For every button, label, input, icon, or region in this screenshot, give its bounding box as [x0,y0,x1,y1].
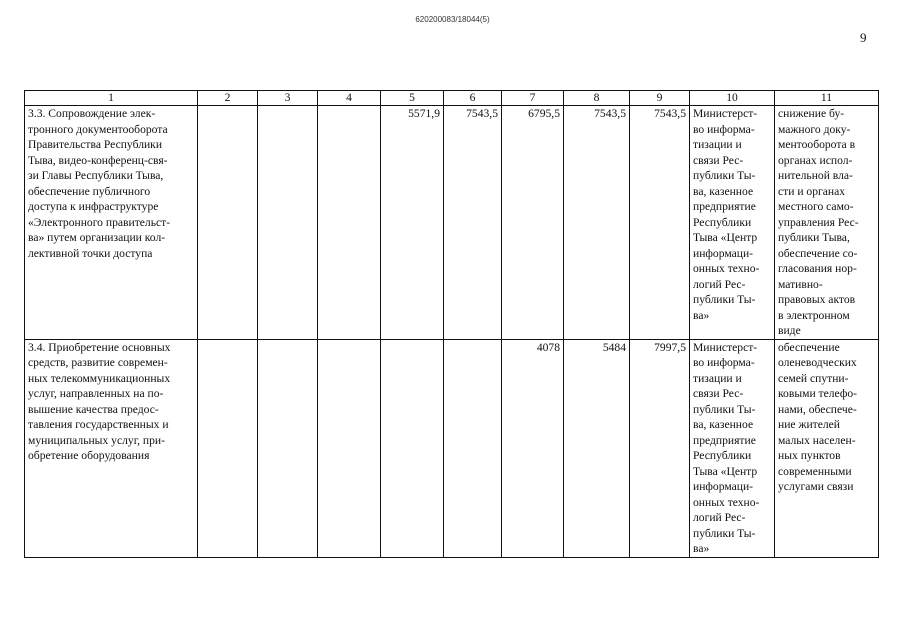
column-header: 3 [258,91,318,106]
column-header: 10 [690,91,775,106]
value-cell: 5571,9 [381,106,444,340]
table-cell [258,339,318,557]
table-cell [258,106,318,340]
column-header: 5 [381,91,444,106]
column-header: 4 [318,91,381,106]
value-cell: 4078 [502,339,564,557]
column-header: 6 [444,91,502,106]
value-cell: 7543,5 [444,106,502,340]
document-code: 620200083/18044(5) [415,15,490,24]
value-cell: 5484 [564,339,630,557]
result-cell: снижение бу- мажного доку- ментооборота в органах испол- нительной вла- сти и органах местного само- управления Рес- публики Тыва, обеспечение со- гласования нор- мативно- правовых актов в электронном виде [775,106,879,340]
value-cell: 7543,5 [564,106,630,340]
column-header: 11 [775,91,879,106]
header-row [25,91,879,106]
value-cell [444,339,502,557]
data-table [24,90,879,558]
activity-description: 3.3. Сопровождение элек- тронного документооборота Правительства Республики Тыва, видео-конференц-свя- зи Главы Республики Тыва, обеспечение публичного доступа к инфраструктуре «Электронного правительст- ва» путем организации кол- лективной точки доступа [25,106,198,340]
executor-cell: Министерст- во информа- тизации и связи Рес- публики Ты- ва, казенное предприятие Республики Тыва «Центр информаци- онных техно- логий Рес- публики Ты- ва» [690,339,775,557]
result-cell: обеспечение оленеводческих семей спутни- ковыми телефо- нами, обеспече- ние жителей малых населен- ных пунктов современными услугами связи [775,339,879,557]
table-cell [198,106,258,340]
activity-description: 3.4. Приобретение основных средств, развитие современ- ных телекоммуникационных услуг, направленных на по- вышение качества предос- тавления государственных и муниципальных услуг, при- обретение оборудования [25,339,198,557]
column-header: 8 [564,91,630,106]
column-header: 2 [198,91,258,106]
table-row [25,106,879,340]
value-cell: 7543,5 [630,106,690,340]
table-cell [198,339,258,557]
table-cell [318,106,381,340]
page-number: 9 [860,30,867,45]
table-cell [318,339,381,557]
executor-cell: Министерст- во информа- тизации и связи Рес- публики Ты- ва, казенное предприятие Республики Тыва «Центр информаци- онных техно- логий Рес- публики Ты- ва» [690,106,775,340]
value-cell: 6795,5 [502,106,564,340]
column-header: 7 [502,91,564,106]
table-row [25,339,879,557]
value-cell: 7997,5 [630,339,690,557]
column-header: 9 [630,91,690,106]
value-cell [381,339,444,557]
column-header: 1 [25,91,198,106]
